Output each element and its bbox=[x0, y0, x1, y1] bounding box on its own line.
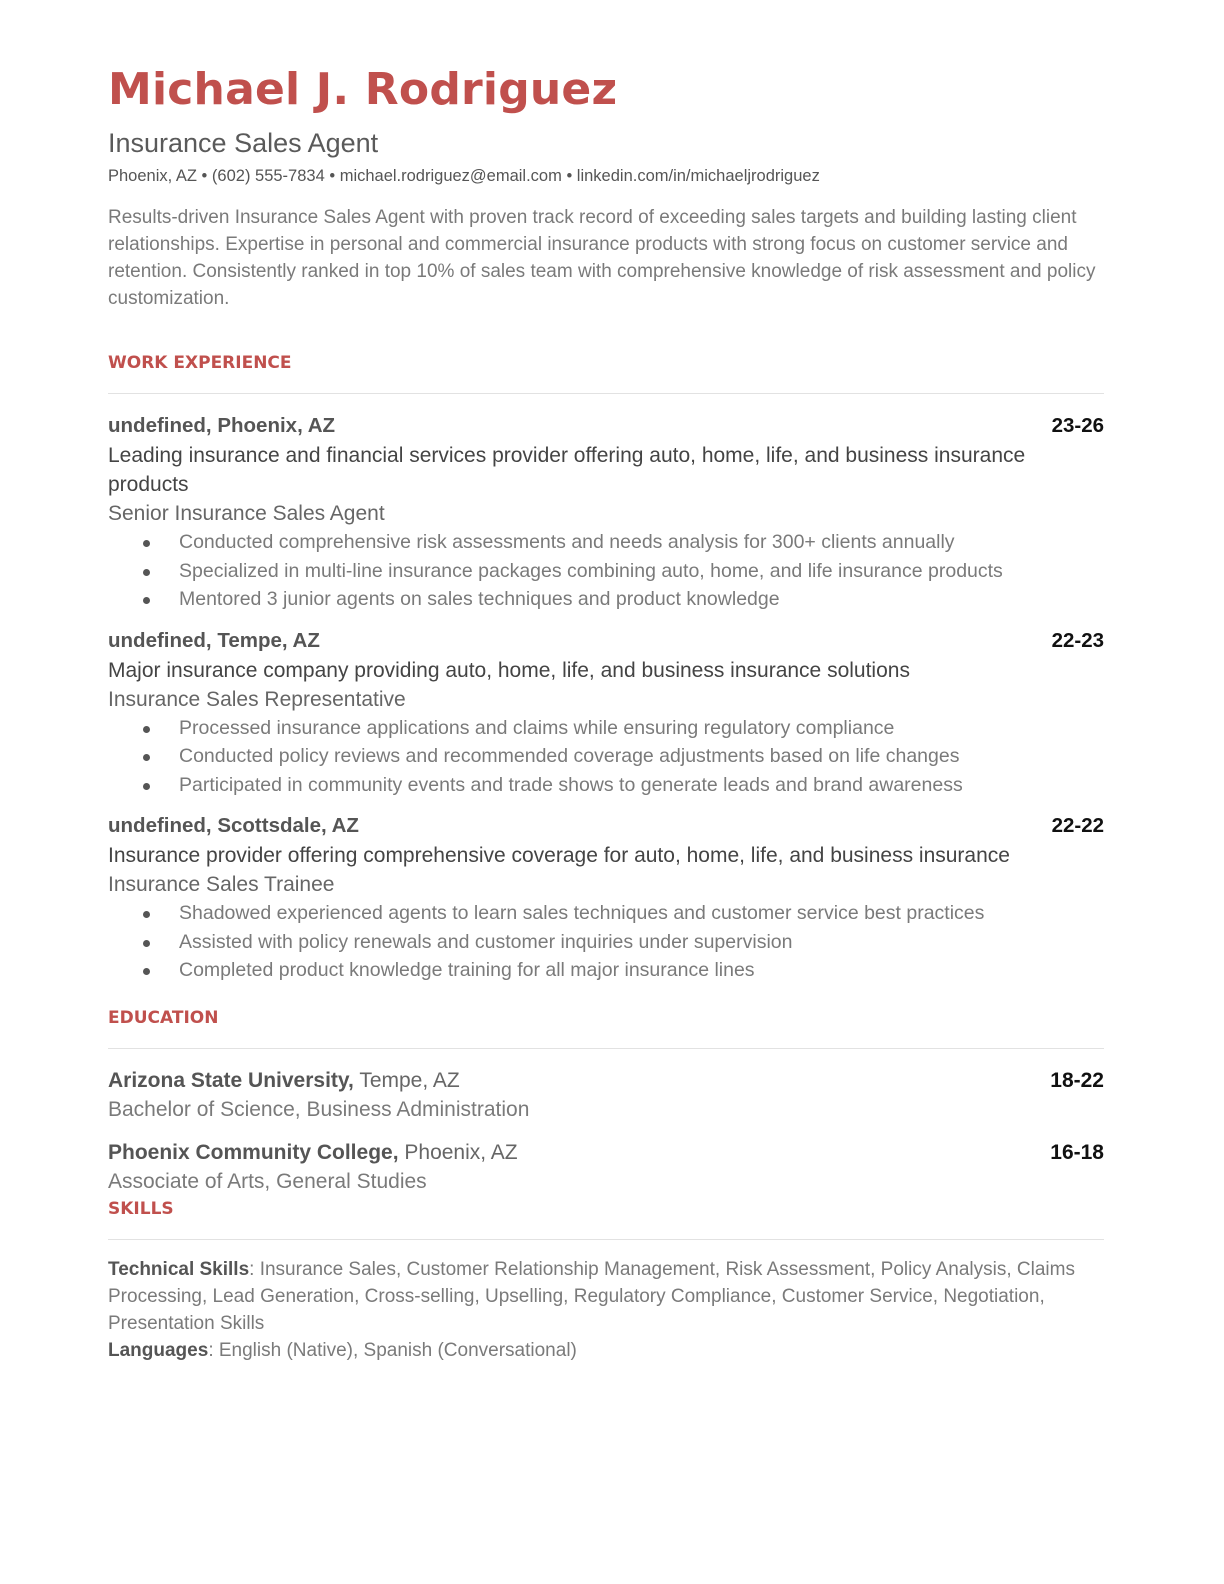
bullet-icon bbox=[143, 783, 150, 790]
technical-skills bbox=[108, 1256, 1104, 1337]
list-item: Assisted with policy renewals and customer inquiries under supervision bbox=[108, 928, 1104, 957]
company-description: Insurance provider offering comprehensive coverage for auto, home, life, and business insurance bbox=[108, 844, 1010, 867]
languages-value: : English (Native), Spanish (Conversational) bbox=[208, 1339, 577, 1361]
bullet-icon bbox=[143, 597, 150, 604]
technical-skills-value: : Insurance Sales, Customer Relationship Management, Risk Assessment, Policy Analysis, Claims Processing, Lead Generation, Cross-selling, Upselling, Regulatory Compliance, Customer Service, Negotiation, Presentation Skills bbox=[108, 1258, 1075, 1334]
job-role: Senior Insurance Sales Agent bbox=[108, 502, 385, 525]
bullet-icon bbox=[143, 968, 150, 975]
school-location: Phoenix, AZ bbox=[404, 1140, 518, 1164]
job-company: undefined, Tempe, AZ bbox=[108, 628, 320, 652]
bullet-icon bbox=[143, 726, 150, 733]
list-item: Mentored 3 junior agents on sales techniques and product knowledge bbox=[108, 585, 1104, 614]
bullet-icon bbox=[143, 540, 150, 547]
technical-skills-label: Technical Skills bbox=[108, 1258, 250, 1280]
section-divider bbox=[108, 393, 1104, 394]
professional-summary: Results-driven Insurance Sales Agent with proven track record of exceeding sales targets and building lasting client relationships. Expertise in personal and commercial insurance products with strong focus on customer service and retention. Consistently ranked in top 10% of sales team with comprehensive knowledge of risk assessment and policy customization. bbox=[108, 207, 1096, 309]
job-dates: 22-23 bbox=[1051, 628, 1104, 652]
school-name: Phoenix Community College, bbox=[108, 1140, 399, 1164]
education-dates: 18-22 bbox=[1050, 1068, 1104, 1092]
candidate-title: Insurance Sales Agent bbox=[108, 128, 379, 158]
job-bullets bbox=[108, 714, 1104, 800]
languages bbox=[108, 1337, 1104, 1364]
job-company: undefined, Phoenix, AZ bbox=[108, 414, 336, 437]
job-entry bbox=[108, 626, 1104, 800]
company-description: Major insurance company providing auto, home, life, and business insurance solutions bbox=[108, 658, 910, 682]
list-item: Processed insurance applications and claims while ensuring regulatory compliance bbox=[108, 714, 1104, 743]
degree: Associate of Arts, General Studies bbox=[108, 1169, 427, 1193]
degree: Bachelor of Science, Business Administration bbox=[108, 1097, 530, 1121]
bullet-icon bbox=[143, 754, 150, 761]
work-experience-heading: WORK EXPERIENCE bbox=[108, 353, 292, 373]
education-dates: 16-18 bbox=[1050, 1140, 1104, 1164]
contact-line: Phoenix, AZ • (602) 555-7834 • michael.rodriguez@email.com • linkedin.com/in/michaeljrodriguez bbox=[108, 167, 820, 185]
job-role: Insurance Sales Trainee bbox=[108, 873, 335, 896]
list-item: Participated in community events and trade shows to generate leads and brand awareness bbox=[108, 771, 1104, 800]
languages-label: Languages bbox=[108, 1339, 209, 1361]
job-dates: 22-22 bbox=[1051, 814, 1104, 837]
skills-heading: SKILLS bbox=[108, 1198, 174, 1219]
company-description: Leading insurance and financial services provider offering auto, home, life, and business insurance products bbox=[108, 444, 1026, 496]
list-item: Specialized in multi-line insurance packages combining auto, home, and life insurance products bbox=[108, 557, 1104, 586]
job-entry bbox=[108, 811, 1104, 985]
section-divider bbox=[108, 1239, 1104, 1240]
school-location: Tempe, AZ bbox=[359, 1068, 460, 1092]
education-entry bbox=[108, 1066, 1104, 1124]
candidate-name: Michael J. Rodriguez bbox=[108, 64, 618, 115]
bullet-icon bbox=[143, 911, 150, 918]
list-item: Conducted comprehensive risk assessments and needs analysis for 300+ clients annually bbox=[108, 528, 1104, 557]
list-item: Shadowed experienced agents to learn sales techniques and customer service best practices bbox=[108, 899, 1104, 928]
education-heading: EDUCATION bbox=[108, 1007, 219, 1028]
job-role: Insurance Sales Representative bbox=[108, 687, 406, 711]
bullet-icon bbox=[143, 569, 150, 576]
job-dates: 23-26 bbox=[1051, 414, 1104, 437]
education-entry bbox=[108, 1138, 1104, 1196]
section-divider bbox=[108, 1048, 1104, 1049]
school-name: Arizona State University, bbox=[108, 1068, 354, 1092]
job-company: undefined, Scottsdale, AZ bbox=[108, 814, 359, 837]
job-bullets bbox=[108, 899, 1104, 985]
job-bullets bbox=[108, 528, 1104, 614]
list-item: Completed product knowledge training for all major insurance lines bbox=[108, 956, 1104, 985]
list-item: Conducted policy reviews and recommended coverage adjustments based on life changes bbox=[108, 742, 1104, 771]
job-entry bbox=[108, 411, 1104, 614]
bullet-icon bbox=[143, 940, 150, 947]
